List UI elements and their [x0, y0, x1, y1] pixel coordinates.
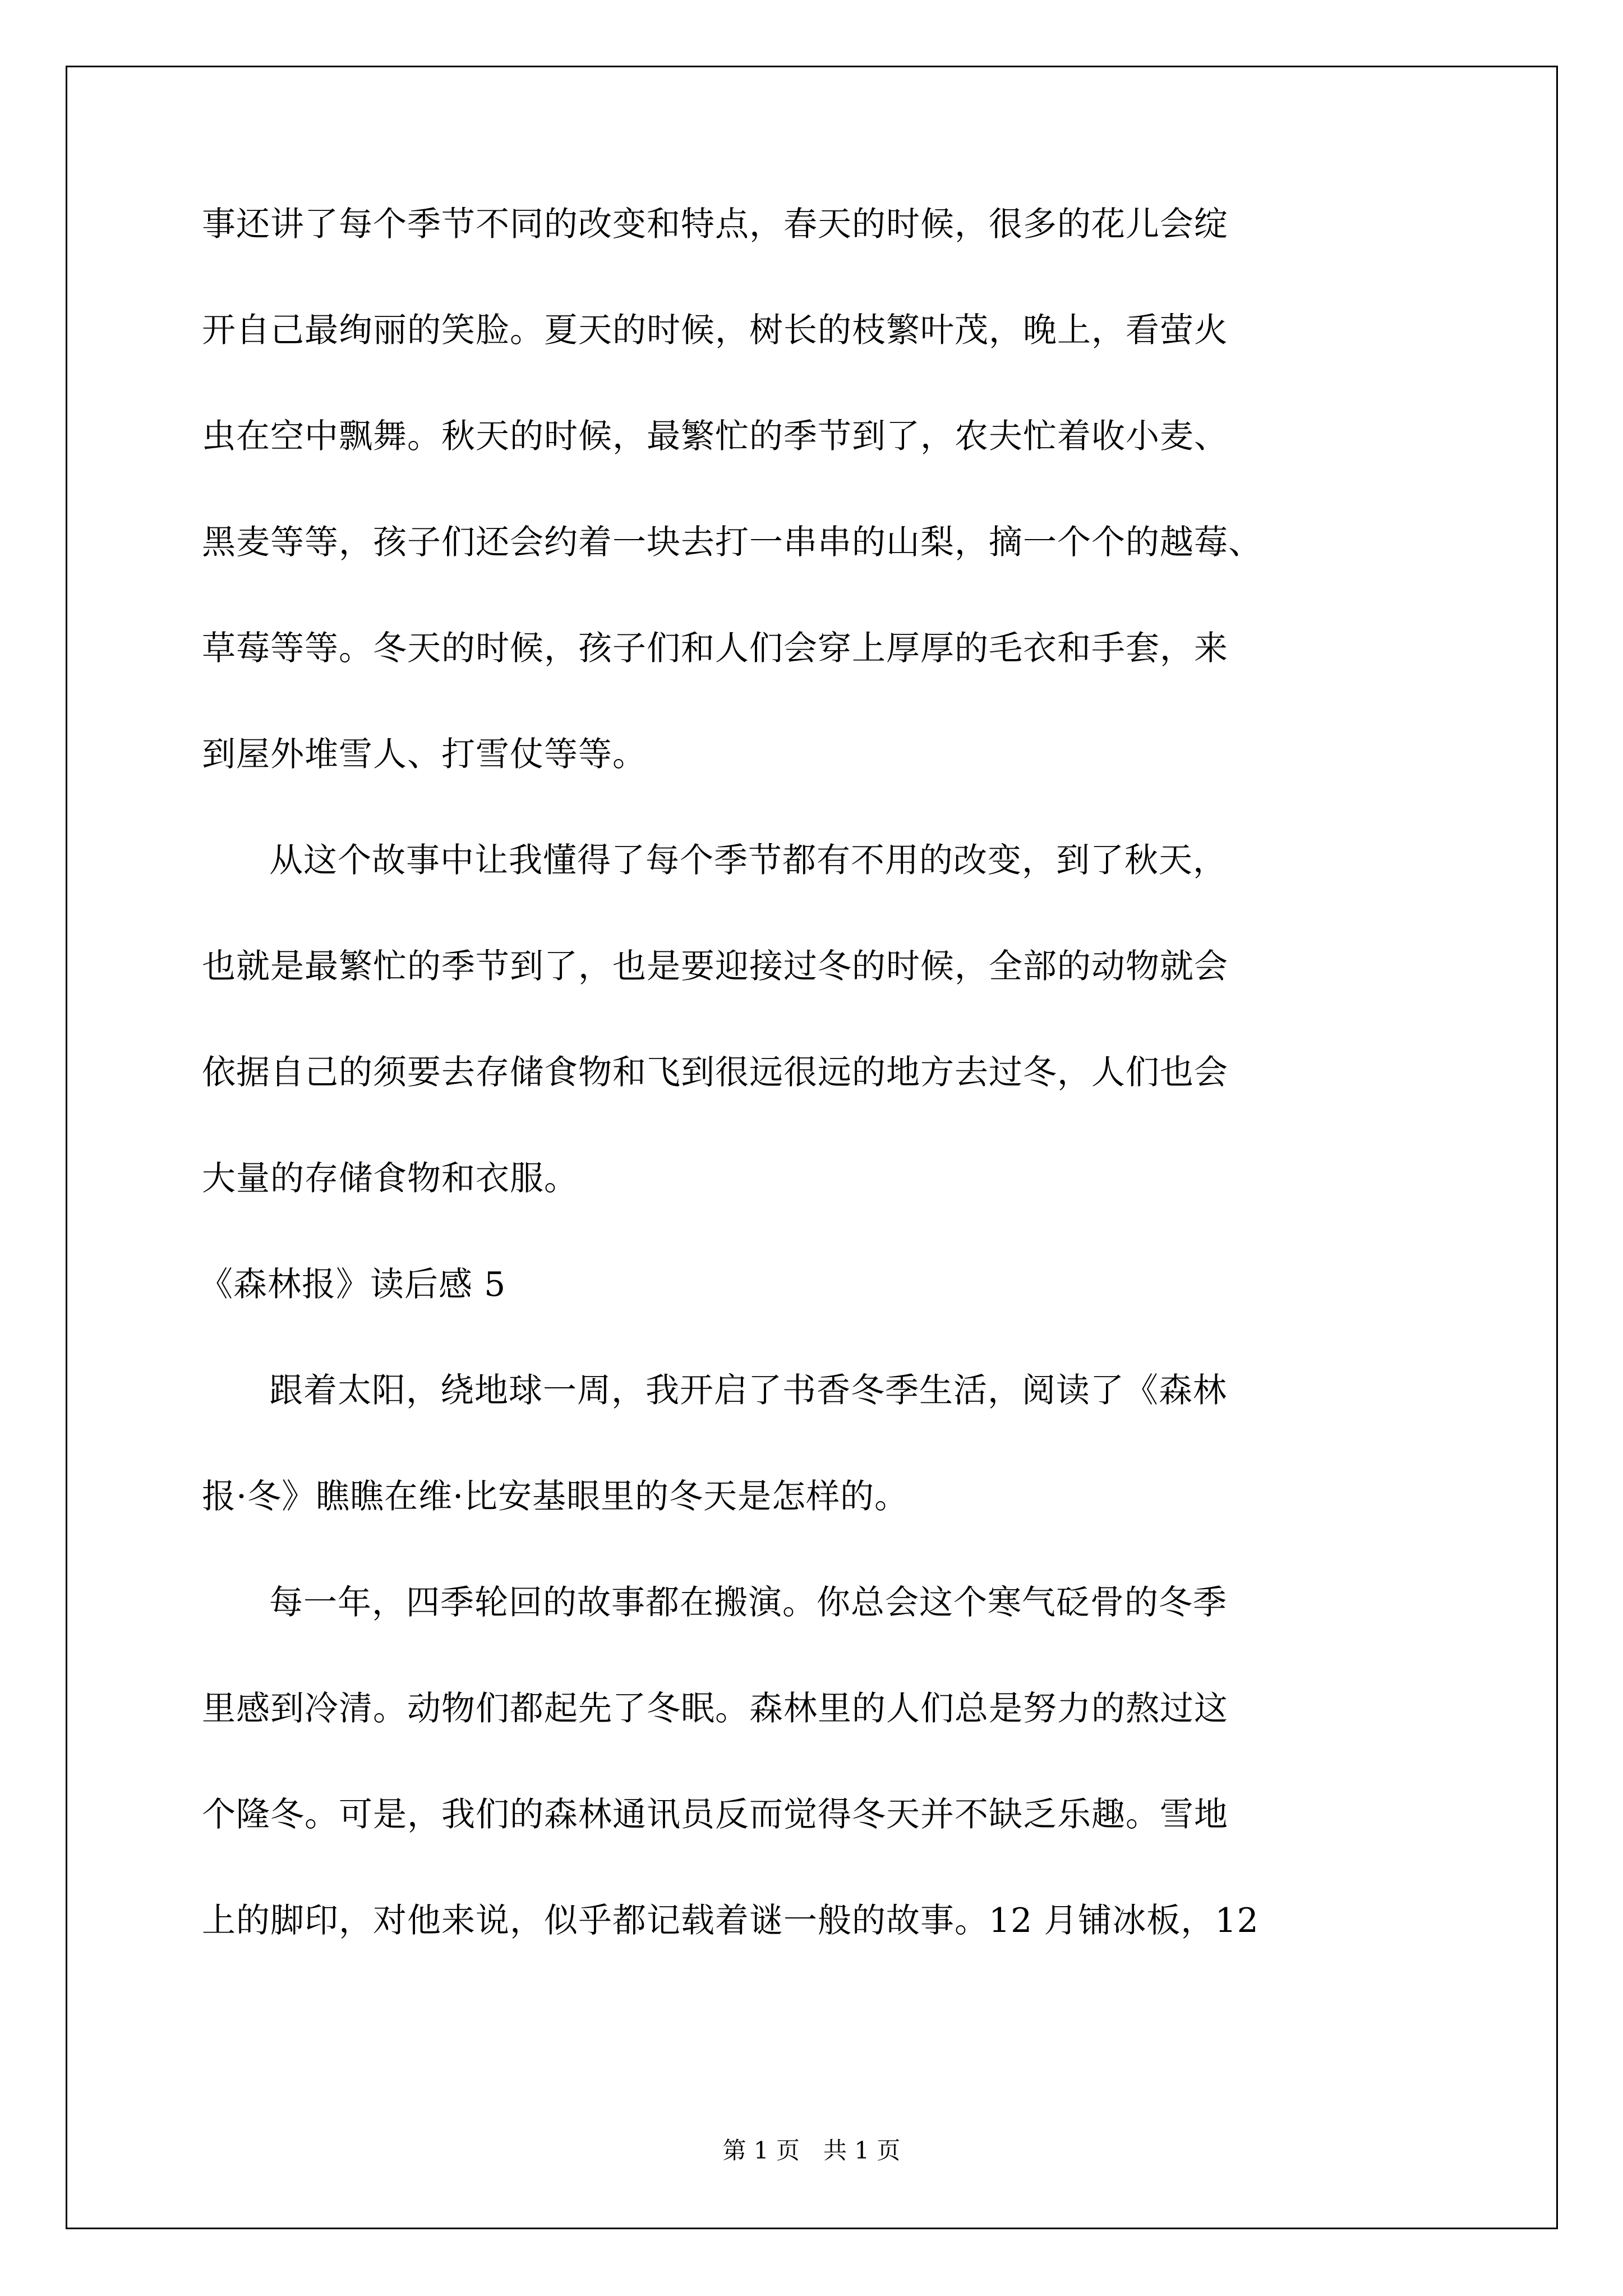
text-line: 从这个故事中让我懂得了每个季节都有不用的改变，到了秋天， [269, 841, 1227, 880]
text-line: 报·冬》瞧瞧在维·比安基眼里的冬天是怎样的。 [202, 1477, 909, 1516]
text-line: 依据自己的须要去存储食物和飞到很远很远的地方去过冬，人们也会 [202, 1053, 1228, 1092]
text-line: 也就是最繁忙的季节到了，也是要迎接过冬的时候，全部的动物就会 [202, 947, 1228, 986]
text-line: 黑麦等等，孩子们还会约着一块去打一串串的山梨，摘一个个的越莓、 [202, 523, 1262, 562]
text-line: 到屋外堆雪人、打雪仗等等。 [202, 735, 647, 774]
page-footer: 第 1 页 共 1 页 [722, 2137, 901, 2164]
text-line: 事还讲了每个季节不同的改变和特点，春天的时候，很多的花儿会绽 [202, 205, 1228, 244]
text-line: 上的脚印，对他来说，似乎都记载着谜一般的故事。12 月铺冰板，12 [202, 1901, 1259, 1940]
text-line: 大量的存储食物和衣服。 [202, 1159, 578, 1198]
text-line: 每一年，四季轮回的故事都在搬演。你总会这个寒气砭骨的冬季 [269, 1583, 1227, 1622]
text-line: 虫在空中飘舞。秋天的时候，最繁忙的季节到了，农夫忙着收小麦、 [202, 417, 1228, 456]
document-body [199, 205, 1436, 2010]
text-line: 草莓等等。冬天的时候，孩子们和人们会穿上厚厚的毛衣和手套，来 [202, 629, 1228, 668]
section-heading: 《森林报》读后感 5 [199, 1265, 506, 1304]
text-line: 开自己最绚丽的笑脸。夏天的时候，树长的枝繁叶茂，晚上，看萤火 [202, 311, 1228, 350]
text-line: 个隆冬。可是，我们的森林通讯员反而觉得冬天并不缺乏乐趣。雪地 [202, 1795, 1228, 1834]
text-line: 里感到冷清。动物们都起先了冬眠。森林里的人们总是努力的熬过这 [202, 1689, 1228, 1728]
text-line: 跟着太阳，绕地球一周，我开启了书香冬季生活，阅读了《森林 [269, 1371, 1227, 1410]
